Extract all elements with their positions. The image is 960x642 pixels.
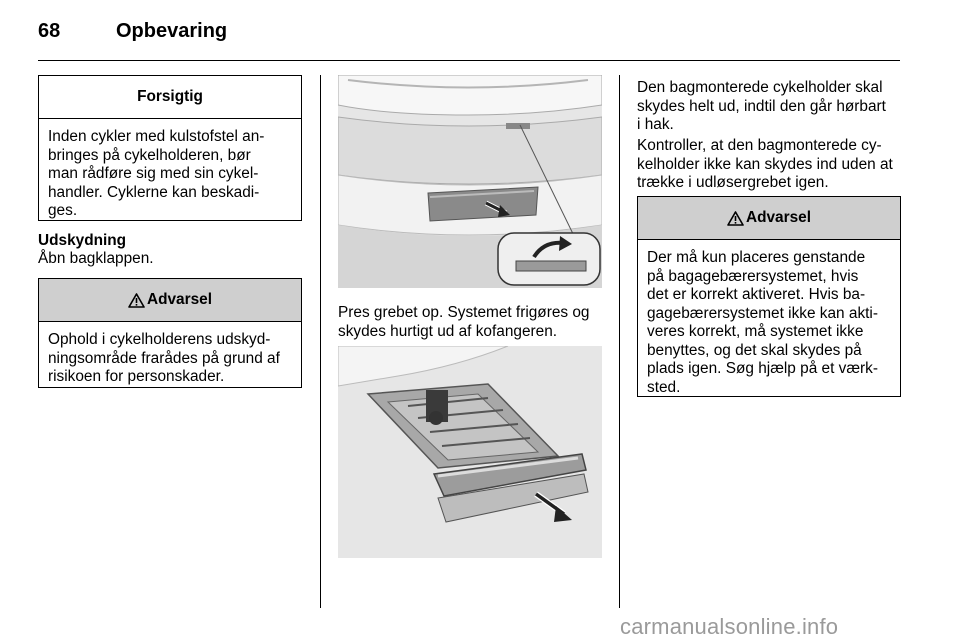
caution-title: Forsigtig — [39, 76, 301, 119]
warning-line: ningsområde frarådes på grund af — [48, 349, 280, 367]
caution-box — [38, 75, 302, 221]
warning-line: veres korrekt, må systemet ikke — [647, 323, 864, 340]
paragraph-line: skydes helt ud, indtil den går hørbart — [637, 97, 886, 115]
warning-triangle-icon — [128, 293, 145, 308]
caution-line: handler. Cyklerne kan beskadi- — [48, 183, 260, 201]
warning-line: risikoen for personskader. — [48, 368, 225, 385]
figure-carrier-extended — [338, 346, 602, 558]
warning-title-text: Advarsel — [745, 209, 812, 226]
warning-title — [39, 279, 301, 322]
header-rule — [38, 60, 900, 61]
warning-line: det er korrekt aktiveret. Hvis ba- — [647, 286, 866, 303]
caption-line: Pres grebet op. Systemet frigøres og — [338, 304, 590, 321]
figure-caption — [338, 304, 590, 341]
warning-line: sted. — [647, 378, 681, 396]
paragraph-line: Den bagmonterede cykelholder skal — [637, 79, 883, 96]
paragraph-extend — [637, 79, 886, 135]
bumper-illustration — [338, 75, 602, 288]
caption-line: skydes hurtigt ud af kofangeren. — [338, 322, 558, 340]
warning-title — [638, 197, 900, 240]
warning-box-left — [38, 278, 302, 388]
caution-line: ges. — [48, 202, 78, 219]
caution-line: man rådføre sig med sin cykel- — [48, 165, 259, 182]
warning-line: benyttes, og det skal skydes på — [647, 341, 862, 359]
instruction-open-tailgate: Åbn bagklappen. — [38, 250, 154, 267]
warning-text — [638, 240, 900, 397]
warning-line: gagebærersystemet ikke kan akti- — [647, 304, 878, 322]
page-number: 68 — [38, 20, 61, 42]
column-divider-left — [320, 75, 321, 608]
warning-line: Der må kun placeres genstande — [647, 249, 866, 266]
paragraph-check — [637, 137, 893, 193]
caution-line: bringes på cykelholderen, bør — [48, 146, 251, 164]
page-title: Opbevaring — [116, 20, 228, 42]
caution-line: Inden cykler med kulstofstel an- — [48, 128, 265, 145]
warning-text — [39, 322, 301, 387]
watermark: carmanualsonline.info — [620, 614, 839, 639]
warning-line: på bagagebærersystemet, hvis — [647, 267, 859, 285]
figure-bumper-handle — [338, 75, 602, 288]
caution-text — [39, 119, 301, 221]
warning-line: plads igen. Søg hjælp på et værk- — [647, 360, 878, 377]
subheading-ejection: Udskydning — [38, 232, 127, 249]
warning-title-text: Advarsel — [146, 291, 213, 308]
warning-box-right — [637, 196, 901, 397]
paragraph-line: kelholder ikke kan skydes ind uden at — [637, 155, 893, 173]
warning-triangle-icon — [727, 211, 744, 226]
paragraph-line: i hak. — [637, 116, 674, 133]
column-divider-right — [619, 75, 620, 608]
warning-line: Ophold i cykelholderens udskyd- — [48, 331, 271, 348]
carrier-illustration — [338, 346, 602, 558]
paragraph-line: Kontroller, at den bagmonterede cy- — [637, 137, 882, 154]
paragraph-line: trække i udløsergrebet igen. — [637, 174, 829, 191]
